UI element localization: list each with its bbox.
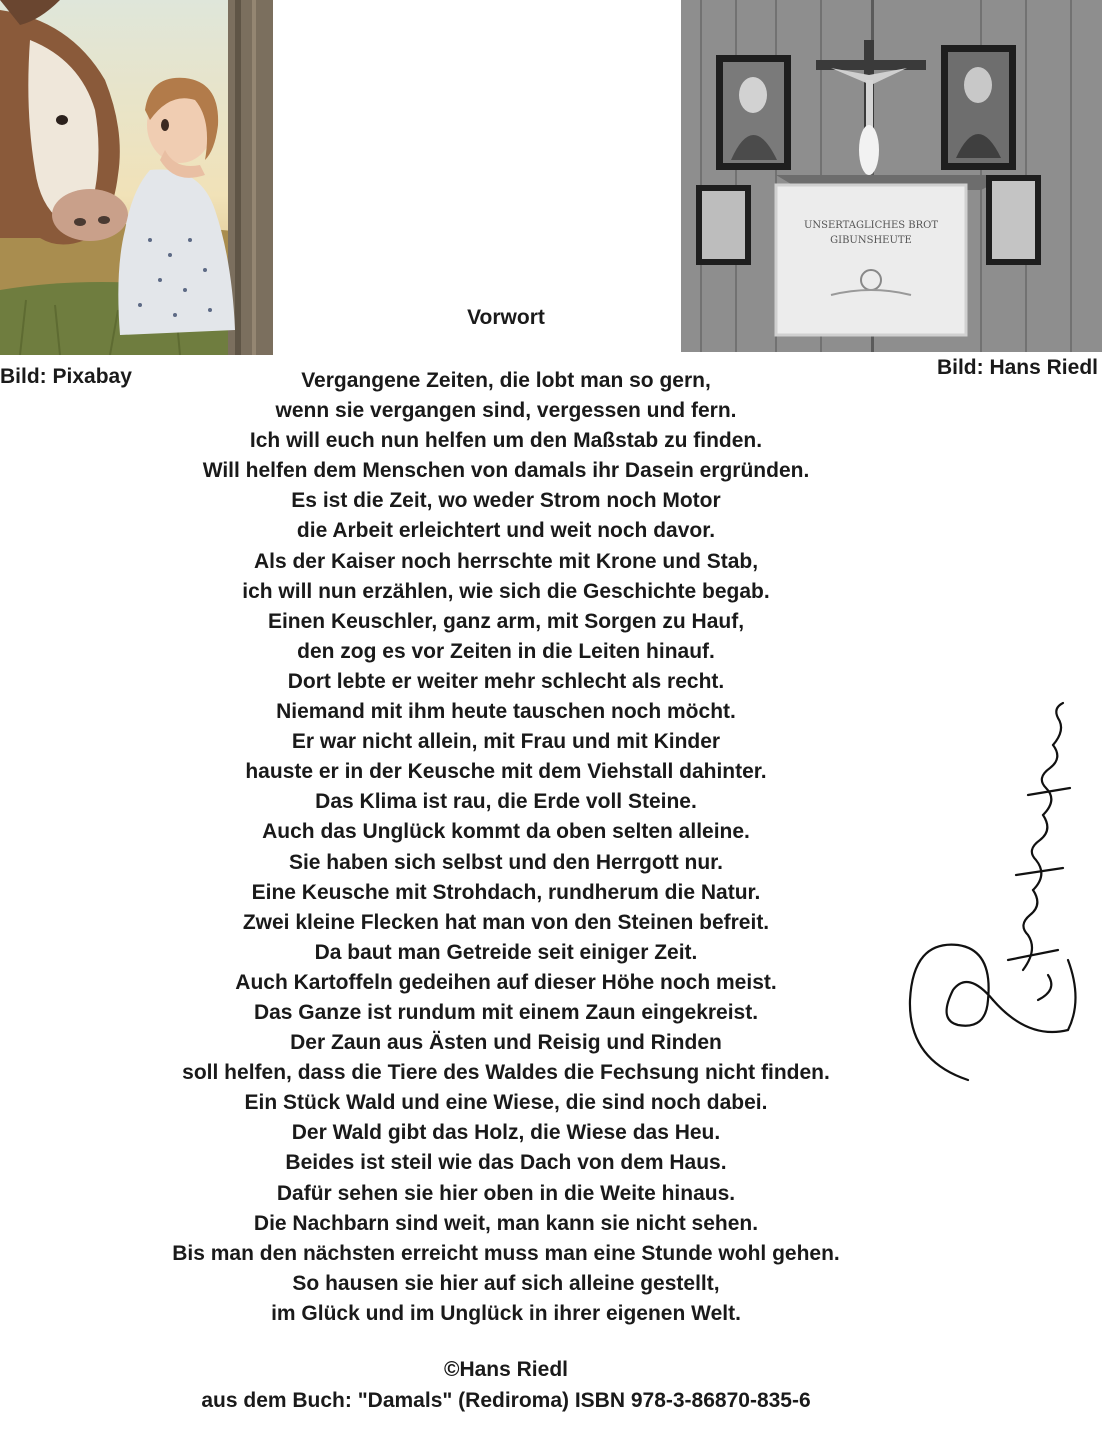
house-altar-photo	[681, 0, 1102, 352]
poem-line: hauste er in der Keusche mit dem Viehstall dahinter.	[245, 760, 767, 784]
poem-line: die Arbeit erleichtert und weit noch davor.	[296, 519, 716, 543]
poem-line: So hausen sie hier auf sich alleine gestellt,	[292, 1271, 720, 1295]
poem-line: Sie haben sich selbst und den Herrgott nur.	[288, 850, 724, 874]
poem-line: Beides ist steil wie das Dach von dem Haus.	[285, 1151, 727, 1175]
poem-line: Bis man den nächsten erreicht muss man eine Stunde wohl gehen.	[172, 1241, 840, 1265]
poem-line: Es ist die Zeit, wo weder Strom noch Motor	[291, 489, 721, 513]
poem-line: Er war nicht allein, mit Frau und mit Kinder	[291, 730, 721, 754]
poem-line: Niemand mit ihm heute tauschen noch möcht.	[276, 700, 736, 724]
right-image-caption: Bild: Hans Riedl	[936, 356, 1098, 379]
poem-line: Einen Keuschler, ganz arm, mit Sorgen zu Hauf,	[267, 609, 745, 633]
footer	[0, 1354, 1012, 1416]
poem-line: Dort lebte er weiter mehr schlecht als recht.	[287, 669, 725, 693]
poem-line: Will helfen dem Menschen von damals ihr Dasein ergründen.	[202, 459, 810, 483]
cloth-text-line-2: GIBUNSHEUTE	[830, 235, 912, 246]
poem-line: Das Klima ist rau, die Erde voll Steine.	[315, 790, 697, 814]
poem-line: im Glück und im Unglück in ihrer eigenen Welt.	[271, 1301, 741, 1325]
gedichtezauber-signature	[898, 700, 1093, 1100]
cloth-text-line-1: UNSERTAGLICHES BROT	[803, 220, 939, 231]
poem-line: Ein Stück Wald und eine Wiese, die sind noch dabei.	[244, 1091, 768, 1115]
cow-girl-illustration	[0, 0, 273, 355]
house-altar-image	[681, 0, 1102, 352]
poem-line: Auch Kartoffeln gedeihen auf dieser Höhe noch meist.	[235, 970, 777, 994]
poem-line: den zog es vor Zeiten in die Leiten hinauf.	[297, 639, 715, 663]
poem-line: Ich will euch nun helfen um den Maßstab zu finden.	[249, 429, 763, 453]
poem-line: soll helfen, dass die Tiere des Waldes die Fechsung nicht finden.	[182, 1061, 830, 1085]
poem-line: Zwei kleine Flecken hat man von den Steinen befreit.	[242, 910, 770, 934]
cow-girl-image	[0, 0, 273, 355]
poem-line: Das Ganze ist rundum mit einem Zaun eingekreist.	[253, 1000, 759, 1024]
poem-line: wenn sie vergangen sind, vergessen und fern.	[275, 399, 737, 423]
poem-line: Dafür sehen sie hier oben in die Weite hinaus.	[276, 1181, 736, 1205]
poem-line: Der Zaun aus Ästen und Reisig und Rinden	[290, 1031, 722, 1055]
poem-line: Die Nachbarn sind weit, man kann sie nicht sehen.	[253, 1211, 759, 1235]
poem-line: Vergangene Zeiten, die lobt man so gern,	[301, 369, 711, 392]
poem-line: Eine Keusche mit Strohdach, rundherum die Natur.	[251, 880, 761, 904]
poem	[0, 366, 1012, 1329]
poem-line: ich will nun erzählen, wie sich die Geschichte begab.	[242, 579, 770, 603]
poem-line: Da baut man Getreide seit einiger Zeit.	[314, 940, 698, 964]
page-title: Vorwort	[467, 306, 545, 329]
signature-graphic	[898, 700, 1093, 1100]
book-source-line: aus dem Buch: "Damals" (Rediroma) ISBN 978-3-86870-835-6	[201, 1389, 811, 1412]
poem-line: Auch das Unglück kommt da oben selten alleine.	[262, 820, 750, 844]
left-image-caption: Bild: Pixabay	[0, 365, 132, 388]
poem-line: Als der Kaiser noch herrschte mit Krone und Stab,	[253, 549, 759, 573]
poem-line: Der Wald gibt das Holz, die Wiese das Heu.	[291, 1121, 721, 1145]
copyright-line: ©Hans Riedl	[443, 1358, 568, 1381]
